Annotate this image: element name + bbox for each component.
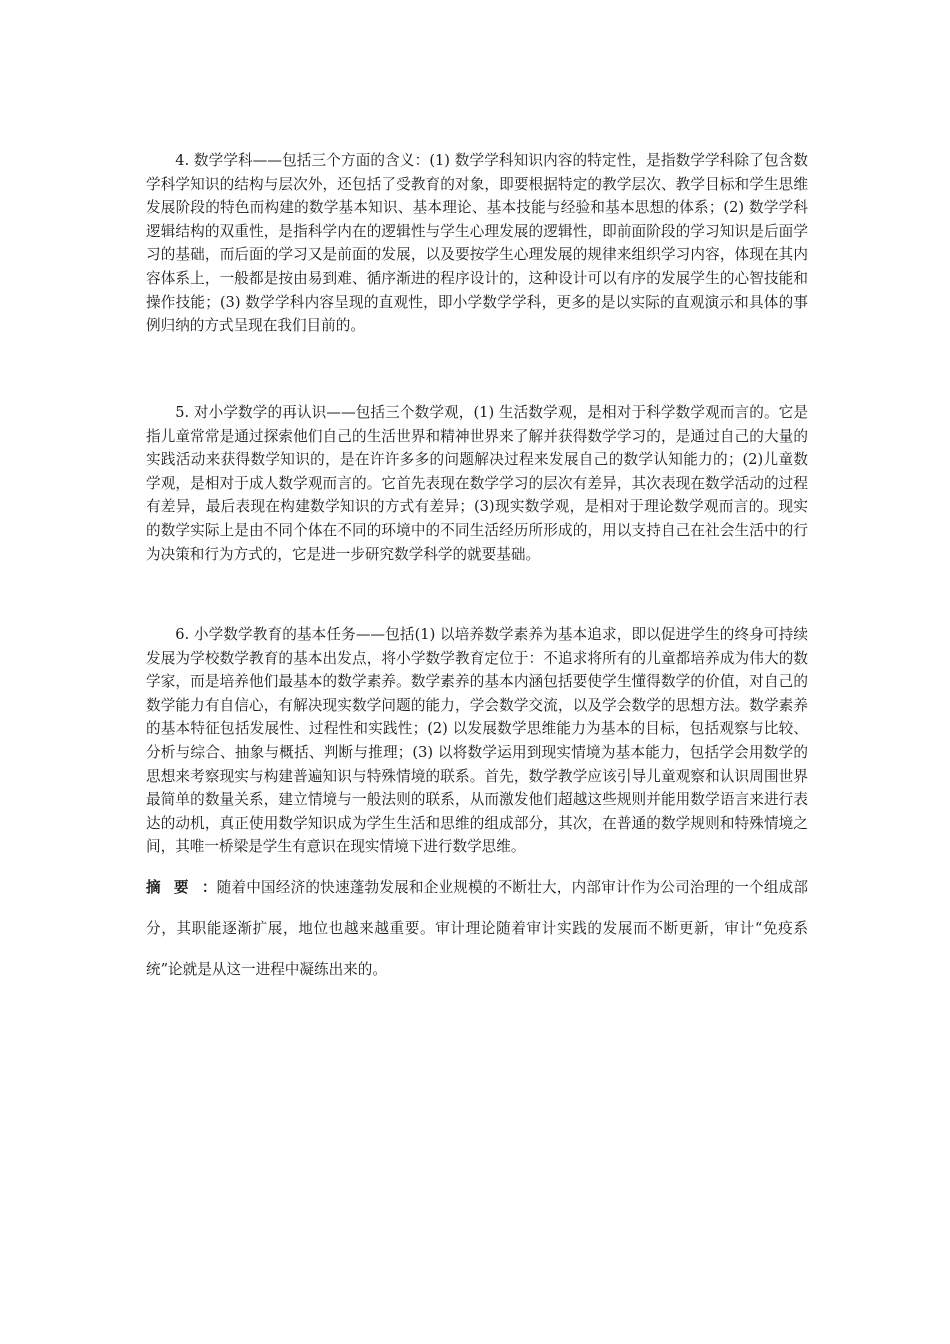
paragraph-reunderstanding-primary-math (146, 401, 808, 566)
paragraph-basic-tasks (146, 623, 808, 859)
paragraph-text: 6. 小学数学教育的基本任务——包括(1) 以培养数学素养为基本追求，即以促进学生的终身可持续发展为学校数学教育的基本出发点，将小学数学教育定位于：不追求将所有的儿童都培养成为伟大的数学家，而是培养他们最基本的数学素养。数学素养的基本内涵包括要使学生懂得数学的价值，对自己的数学能力有自信心，有解决现实数学问题的能力，学会数学交流，以及学会数学的思想方法。数学素养的基本特征包括发展性、过程性和实践性；(2) 以发展数学思维能力为基本的目标，包括观察与比较、分析与综合、抽象与概括、判断与推理；(3) 以将数学运用到现实情境为基本能力，包括学会用数学的思想来考察现实与构建普遍知识与特殊情境的联系。首先，数学教学应该引导儿童观察和认识周围世界最简单的数量关系，建立情境与一般法则的联系，从而激发他们超越这些规则并能用数学语言来进行表达的动机，真正使用数学知识成为学生生活和思维的组成部分，其次，在普通的数学规则和特殊情境之间，其唯一桥梁是学生有意识在现实情境下进行数学思维。 (146, 626, 808, 856)
paragraph-text: 4. 数学学科——包括三个方面的含义：(1) 数学学科知识内容的特定性，是指数学学科除了包含数学科学知识的结构与层次外，还包括了受教育的对象，即要根据特定的教学层次、教学目标和学生思维发展阶段的特色而构建的数学基本知识、基本理论、基本技能与经验和基本思想的体系；(2) 数学学科逻辑结构的双重性，是指科学内在的逻辑性与学生心理发展的逻辑性，即前面阶段的学习知识是后面学习的基础，而后面的学习又是前面的发展，以及要按学生心理发展的规律来组织学习内容，体现在其内容体系上，一般都是按由易到难、循序渐进的程序设计的，这种设计可以有序的发展学生的心智技能和操作技能；(3) 数学学科内容呈现的直观性，即小学数学学科，更多的是以实际的直观演示和具体的事例归纳的方式呈现在我们目前的。 (146, 152, 808, 335)
abstract-colon: ： (201, 879, 217, 896)
abstract-label: 摘要 (146, 879, 202, 896)
abstract-section (146, 867, 808, 990)
paragraph-math-subject (146, 149, 808, 338)
paragraph-text: 5. 对小学数学的再认识——包括三个数学观，(1) 生活数学观，是相对于科学数学观而言的。它是指儿童常常是通过探索他们自己的生活世界和精神世界来了解并获得数学学习的，是通过自己的大量的实践活动来获得数学知识的，是在许许多多的问题解决过程来发展自己的数学认知能力的；(2)儿童数学观，是相对于成人数学观而言的。它首先表现在数学学习的层次有差异，其次表现在数学活动的过程有差异，最后表现在构建数学知识的方式有差异；(3)现实数学观，是相对于理论数学观而言的。现实的数学实际上是由不同个体在不同的环境中的不同生活经历所形成的，用以支持自己在社会生活中的行为决策和行为方式的，它是进一步研究数学科学的就要基础。 (146, 404, 808, 563)
abstract-text: 随着中国经济的快速蓬勃发展和企业规模的不断壮大，内部审计作为公司治理的一个组成部分，其职能逐渐扩展，地位也越来越重要。审计理论随着审计实践的发展而不断更新，审计“免疫系统”论就是从这一进程中凝练出来的。 (146, 879, 808, 978)
